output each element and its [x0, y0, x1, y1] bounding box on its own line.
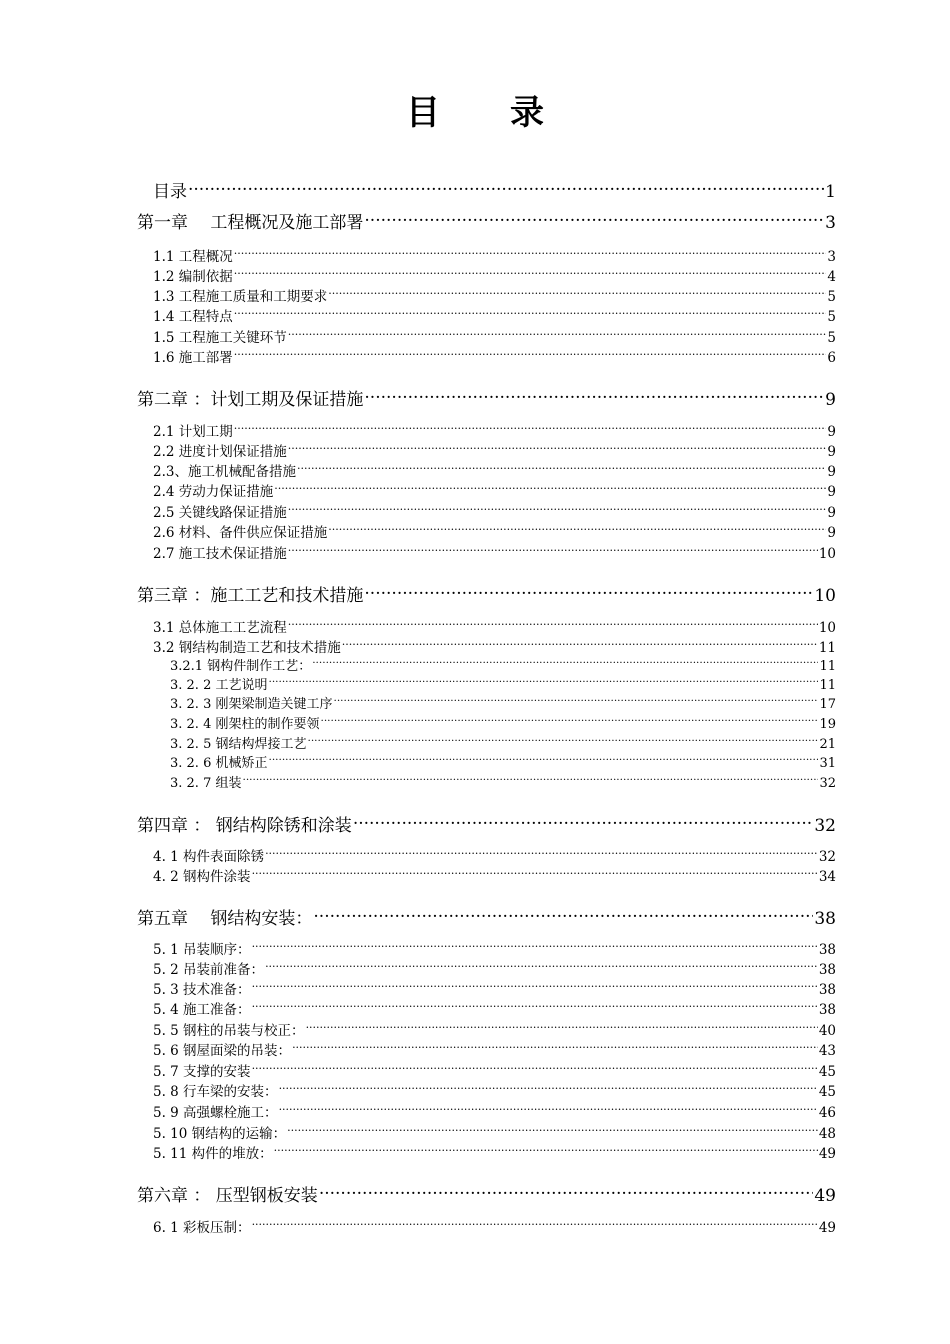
toc-section-entry[interactable] [153, 1041, 836, 1061]
toc-dot-leader [234, 310, 827, 321]
toc-entry-label: 2.5 关键线路保证措施 [153, 505, 287, 521]
toc-dot-leader [279, 1106, 818, 1117]
toc-dot-leader [268, 679, 818, 690]
toc-page-number: 40 [818, 1023, 836, 1039]
toc-chapter-entry[interactable] [137, 388, 836, 412]
toc-section-entry[interactable] [153, 980, 836, 1000]
toc-entry-label: 5. 9 高强螺栓施工： [153, 1105, 278, 1121]
page-title-char-1: 目 [406, 93, 440, 133]
toc-dot-leader [313, 907, 813, 924]
toc-dot-leader [268, 757, 818, 768]
toc-entry-label: 目录 [153, 182, 187, 202]
toc-chapter-entry[interactable] [137, 211, 836, 235]
toc-page-number: 1 [825, 182, 836, 202]
toc-page-number: 6 [827, 350, 836, 366]
toc-page-number: 32 [818, 849, 836, 865]
toc-dot-leader [252, 1003, 818, 1014]
toc-section-entry[interactable] [153, 503, 836, 523]
toc-page-number: 3 [825, 213, 836, 233]
toc-entry-label: 6. 1 彩板压制： [153, 1220, 251, 1236]
toc-page-number: 34 [818, 869, 836, 885]
toc-page-number: 48 [818, 1126, 836, 1142]
toc-dot-leader [292, 1044, 818, 1055]
toc-entry-label: 3. 2. 5 钢结构焊接工艺 [170, 737, 307, 752]
toc-entry-label: 5. 6 钢屋面梁的吊装： [153, 1043, 292, 1059]
toc-dot-leader [342, 641, 818, 652]
toc-dot-leader [279, 1085, 818, 1096]
toc-dot-leader [328, 526, 826, 537]
toc-subsection-entry[interactable] [170, 754, 836, 773]
toc-dot-leader [353, 814, 814, 831]
toc-page-number: 45 [818, 1084, 836, 1100]
toc-page-number: 21 [819, 737, 836, 752]
toc-page-number: 38 [818, 982, 836, 998]
toc-section-entry[interactable] [153, 940, 836, 960]
toc-entry-label: 3. 2. 3 刚架梁制造关键工序 [170, 697, 333, 712]
toc-entry-label: 第五章 钢结构安装： [137, 909, 313, 929]
toc-chapter-entry[interactable] [137, 814, 836, 838]
toc-page-number: 9 [827, 525, 836, 541]
toc-entry-label: 第四章 ： 钢结构除锈和涂装 [137, 816, 352, 836]
toc-entry-label: 5. 11 构件的堆放： [153, 1146, 273, 1162]
toc-entry-label: 5. 5 钢柱的吊装与校正： [153, 1023, 305, 1039]
toc-subsection-entry[interactable] [170, 676, 836, 695]
toc-section-entry[interactable] [153, 267, 836, 287]
toc-section-entry[interactable] [153, 1021, 836, 1041]
toc-page-number: 9 [827, 505, 836, 521]
toc-entry-label: 5. 10 钢结构的运输： [153, 1126, 287, 1142]
toc-section-entry[interactable] [153, 328, 836, 348]
toc-page-number: 31 [819, 756, 836, 771]
toc-entry-label: 第一章 工程概况及施工部署 [137, 213, 364, 233]
toc-section-entry[interactable] [153, 523, 836, 543]
toc-page-number: 11 [819, 659, 836, 674]
toc-page-number: 38 [814, 909, 836, 929]
toc-entry-label: 3.2 钢结构制造工艺和技术措施 [153, 640, 341, 656]
toc-section-entry[interactable] [153, 442, 836, 462]
toc-page-number: 38 [818, 1002, 836, 1018]
toc-entry-label: 3. 2. 7 组装 [170, 776, 242, 791]
toc-entry-label: 第二章 ：计划工期及保证措施 [137, 390, 364, 410]
toc-dot-leader [288, 331, 827, 342]
toc-page-number: 11 [819, 678, 836, 693]
toc-entry-label: 4. 1 构件表面除锈 [153, 849, 265, 865]
toc-page-number: 5 [827, 309, 836, 325]
toc-subsection-entry[interactable] [170, 774, 836, 793]
toc-page-number: 9 [827, 464, 836, 480]
toc-dot-leader [252, 870, 818, 881]
toc-section-entry[interactable] [153, 638, 836, 658]
toc-entry-label: 第三章 ：施工工艺和技术措施 [137, 586, 364, 606]
toc-section-entry[interactable] [153, 348, 836, 368]
toc-entry-label: 1.2 编制依据 [153, 269, 233, 285]
toc-section-entry[interactable] [153, 847, 836, 867]
toc-section-entry[interactable] [153, 1000, 836, 1020]
toc-section-entry[interactable] [153, 247, 836, 267]
toc-entry-label: 2.6 材料、备件供应保证措施 [153, 525, 328, 541]
toc-dot-leader [288, 547, 818, 558]
toc-entry-label: 3.2.1 钢构件制作工艺： [170, 659, 312, 674]
toc-section-entry[interactable] [153, 482, 836, 502]
toc-page-number: 10 [818, 546, 836, 562]
toc-page-number: 10 [818, 620, 836, 636]
toc-entry-label: 5. 8 行车梁的安装： [153, 1084, 278, 1100]
toc-entry-label: 第六章 ： 压型钢板安装 [137, 1186, 318, 1206]
toc-section-entry[interactable] [153, 1218, 836, 1238]
toc-page-number: 17 [819, 697, 836, 712]
toc-chapter-entry[interactable] [137, 584, 836, 608]
toc-page-number: 49 [818, 1220, 836, 1236]
toc-dot-leader [288, 445, 827, 456]
toc-subsection-entry[interactable] [170, 657, 836, 676]
toc-page-number: 38 [818, 942, 836, 958]
toc-entry-label: 1.6 施工部署 [153, 350, 233, 366]
toc-dot-leader [297, 465, 826, 476]
toc-subsection-entry[interactable] [170, 695, 836, 714]
toc-entry-label: 1.5 工程施工关键环节 [153, 330, 287, 346]
toc-entry-label: 3.1 总体施工工艺流程 [153, 620, 287, 636]
toc-dot-leader [265, 850, 818, 861]
toc-page-number: 11 [818, 640, 836, 656]
toc-page-number: 4 [827, 269, 836, 285]
toc-dot-leader [234, 351, 827, 362]
toc-entry-label: 1.4 工程特点 [153, 309, 233, 325]
toc-dot-leader [252, 943, 818, 954]
toc-page-number: 32 [819, 776, 836, 791]
toc-section-entry[interactable] [153, 307, 836, 327]
toc-subsection-entry[interactable] [170, 715, 836, 734]
toc-section-entry[interactable] [153, 1082, 836, 1102]
toc-dot-leader [364, 584, 813, 601]
toc-dot-leader [252, 1065, 818, 1076]
toc-dot-leader [265, 963, 818, 974]
toc-entry-label: 5. 2 吊装前准备： [153, 962, 265, 978]
toc-dot-leader [319, 1184, 814, 1201]
toc-dot-leader [188, 180, 824, 197]
toc-entry-label: 2.3、施工机械配备措施 [153, 464, 296, 480]
toc-section-entry[interactable] [153, 1144, 836, 1164]
toc-entry-label: 1.1 工程概况 [153, 249, 233, 265]
toc-entry-label: 1.3 工程施工质量和工期要求 [153, 289, 328, 305]
toc-dot-leader [234, 250, 827, 261]
page-title-char-2: 录 [510, 93, 544, 133]
toc-entry-label: 4. 2 钢构件涂装 [153, 869, 251, 885]
toc-section-entry[interactable] [153, 1124, 836, 1144]
toc-page-number: 19 [819, 717, 836, 732]
toc-section-entry[interactable] [153, 960, 836, 980]
toc-page-number: 5 [827, 289, 836, 305]
toc-dot-leader [328, 290, 826, 301]
toc-dot-leader [252, 983, 818, 994]
toc-entry-label: 5. 1 吊装顺序： [153, 942, 251, 958]
toc-dot-leader [364, 388, 824, 405]
toc-dot-leader [287, 1127, 818, 1138]
toc-page-number: 38 [818, 962, 836, 978]
toc-section-entry[interactable] [153, 462, 836, 482]
toc-dot-leader [234, 270, 827, 281]
toc-page-number: 9 [827, 484, 836, 500]
toc-dot-leader [288, 621, 818, 632]
toc-page-number: 43 [818, 1043, 836, 1059]
toc-entry-label: 3. 2. 6 机械矫正 [170, 756, 268, 771]
toc-entry-label: 5. 3 技术准备： [153, 982, 251, 998]
toc-entry-label: 3. 2. 4 刚架柱的制作要领 [170, 717, 320, 732]
toc-dot-leader [333, 698, 818, 709]
toc-page-number: 32 [814, 816, 836, 836]
toc-entry-label: 5. 4 施工准备： [153, 1002, 251, 1018]
toc-subsection-entry[interactable] [170, 735, 836, 754]
toc-section-entry[interactable] [153, 422, 836, 442]
toc-entry-label: 5. 7 支撑的安装 [153, 1064, 251, 1080]
toc-dot-leader [364, 211, 824, 228]
toc-entry-label: 2.4 劳动力保证措施 [153, 484, 274, 500]
toc-entry-label: 3. 2. 2 工艺说明 [170, 678, 268, 693]
toc-page-number: 5 [827, 330, 836, 346]
toc-page-number: 9 [827, 444, 836, 460]
toc-section-entry[interactable] [153, 544, 836, 564]
toc-section-entry[interactable] [153, 287, 836, 307]
toc-page-number: 3 [827, 249, 836, 265]
toc-dot-leader [274, 1147, 818, 1158]
toc-dot-leader [312, 660, 818, 671]
toc-section-entry[interactable] [153, 1103, 836, 1123]
toc-entry-label: 2.7 施工技术保证措施 [153, 546, 287, 562]
toc-dot-leader [288, 506, 827, 517]
toc-page-number: 49 [818, 1146, 836, 1162]
toc-dot-leader [274, 485, 826, 496]
toc-entry-label: 2.2 进度计划保证措施 [153, 444, 287, 460]
toc-page-number: 9 [825, 390, 836, 410]
toc-page-number: 46 [818, 1105, 836, 1121]
toc-section-entry[interactable] [153, 1062, 836, 1082]
toc-section-entry[interactable] [153, 867, 836, 887]
toc-dot-leader [234, 425, 827, 436]
toc-dot-leader [242, 777, 818, 788]
toc-entry-label: 2.1 计划工期 [153, 424, 233, 440]
toc-chapter-entry[interactable] [137, 1184, 836, 1208]
toc-page-number: 49 [814, 1186, 836, 1206]
toc-dot-leader [306, 1024, 818, 1035]
toc-section-entry[interactable] [153, 618, 836, 638]
toc-dot-leader [320, 718, 818, 729]
toc-dot-leader [252, 1221, 818, 1232]
toc-page-number: 10 [814, 586, 836, 606]
toc-chapter-entry[interactable] [153, 180, 836, 204]
toc-page-number: 45 [818, 1064, 836, 1080]
toc-chapter-entry[interactable] [137, 907, 836, 931]
toc-page-number: 9 [827, 424, 836, 440]
toc-dot-leader [307, 738, 818, 749]
